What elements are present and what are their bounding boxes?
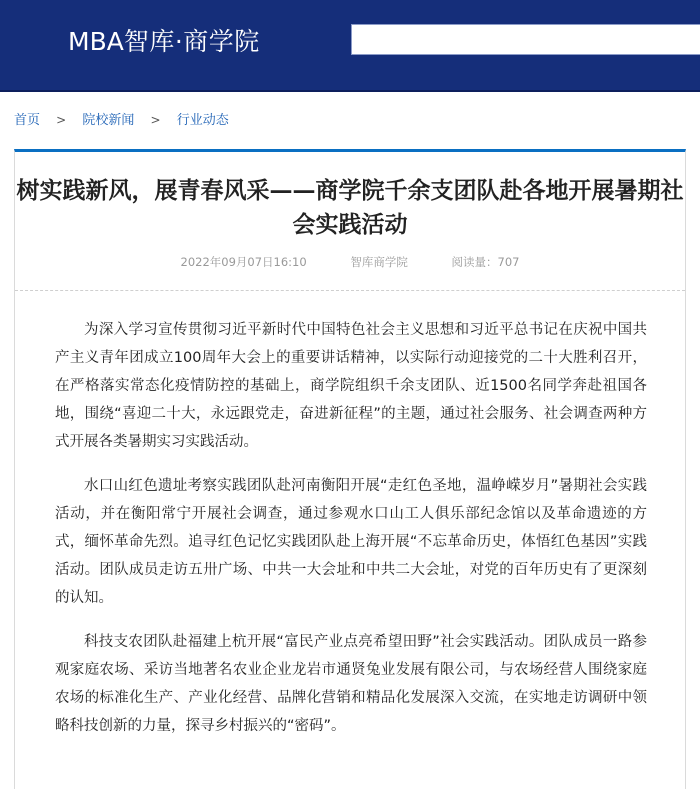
breadcrumb <box>14 110 229 130</box>
article-date: 2022年09月07日16:10 <box>180 255 307 269</box>
breadcrumb-home[interactable]: 首页 <box>14 113 41 128</box>
article-paragraph: 科技支农团队赴福建上杭开展“富民产业点亮希望田野”社会实践活动。团队成员一路参观家庭农场、采访当地著名农业企业龙岩市通贤兔业发展有限公司，与农场经营人围绕家庭农场的标准化生产、产业化经营、品牌化营销和精品化发展深入交流，在实地走访调研中领略科技创新的力量，探寻乡村振兴的“密码”。 <box>55 634 647 734</box>
site-header <box>0 0 700 92</box>
search-input[interactable] <box>351 24 700 55</box>
meta-divider <box>15 290 685 291</box>
logo-cn-text: 智库·商学院 <box>123 27 260 56</box>
article-paragraph: 为深入学习宣传贯彻习近平新时代中国特色社会主义思想和习近平总书记在庆祝中国共产主义青年团成立100周年大会上的重要讲话精神，以实际行动迎接党的二十大胜利召开，在严格落实常态化疫情防控的基础上，商学院组织千余支团队、近1500名同学奔赴祖国各地，围绕“喜迎二十大，永远跟党走，奋进新征程”的主题，通过社会服务、社会调查两种方式开展各类暑期实习实践活动。 <box>55 322 647 450</box>
breadcrumb-school-news[interactable]: 院校新闻 <box>82 113 135 128</box>
site-logo[interactable] <box>68 26 260 58</box>
article-views: 阅读量：707 <box>451 255 520 269</box>
breadcrumb-separator-icon: > <box>150 113 161 127</box>
article-meta <box>15 252 685 272</box>
article-paragraph: 水口山红色遗址考察实践团队赴河南衡阳开展“走红色圣地，温峥嵘岁月”暑期社会实践活动，并在衡阳常宁开展社会调查，通过参观水口山工人俱乐部纪念馆以及革命遗迹的方式，缅怀革命先烈。追寻红色记忆实践团队赴上海开展“不忘革命历史，体悟红色基因”实践活动。团队成员走访五卅广场、中共一大会址和中共二大会址，对党的百年历史有了更深刻的认知。 <box>55 478 647 606</box>
article-title: 树实践新风，展青春风采——商学院千余支团队赴各地开展暑期社会实践活动 <box>16 177 684 238</box>
article-body <box>55 316 647 756</box>
article-container <box>14 149 686 789</box>
breadcrumb-separator-icon: > <box>56 113 67 127</box>
logo-latin-text: MBA <box>68 27 124 56</box>
article-source: 智库商学院 <box>350 255 408 269</box>
breadcrumb-industry-news[interactable]: 行业动态 <box>176 113 229 128</box>
